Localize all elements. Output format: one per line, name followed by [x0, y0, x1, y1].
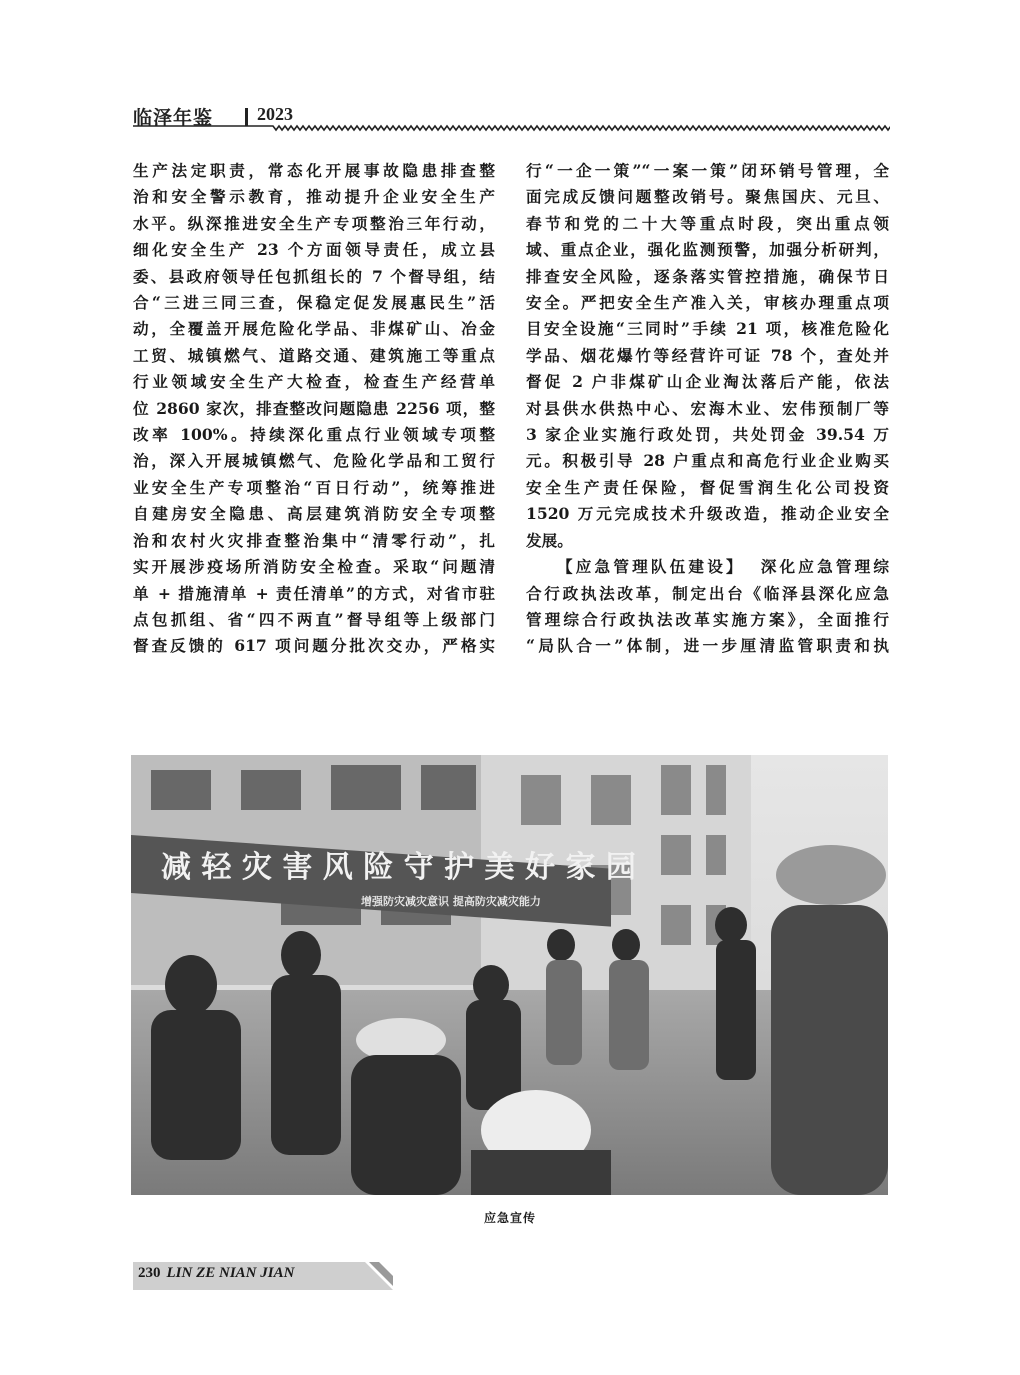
text-line: 点包抓组、省“四不两直”督导组等上级部门	[133, 609, 495, 629]
text-line: 域、重点企业，强化监测预警，加强分析研判，	[526, 240, 889, 260]
section-text: 深化应急管理综	[760, 557, 889, 577]
text-line: 管理综合行政执法改革实施方案》，全面推行	[526, 609, 889, 629]
sub-banner-text: 增强防灾减灾意识 提高防灾减灾能力	[361, 895, 541, 908]
text-line: 排查安全风险，逐条落实管控措施，确保节日	[526, 266, 889, 286]
text-line: 细化安全生产 23 个方面领导责任，成立县	[133, 240, 495, 260]
left-text-column	[133, 158, 495, 660]
text-line: 督促 2 户非煤矿山企业淘汰落后产能，依法	[526, 372, 889, 392]
text-line: 安全生产责任保险，督促雪润生化公司投资	[526, 477, 889, 497]
text-line: 行“一企一策”“一案一策”闭环销号管理，全	[526, 161, 889, 180]
running-header-title: 临泽年鉴	[133, 107, 214, 129]
text-line: 元。积极引导 28 户重点和高危行业企业购买	[526, 451, 889, 471]
text-line: 发展。	[526, 530, 573, 550]
text-line: 治和农村火灾排查整治集中“清零行动”，扎	[133, 530, 495, 550]
header-wave-rule	[133, 123, 890, 133]
page-number: 230	[138, 1265, 161, 1281]
text-line: 1520 万元完成技术升级改造，推动企业安全	[526, 504, 889, 524]
photo-illustration	[131, 755, 888, 1195]
text-line: 委、县政府领导任包抓组长的 7 个督导组，结	[133, 266, 495, 286]
text-line: 业安全生产专项整治“百日行动”，统筹推进	[133, 477, 495, 497]
text-line: 生产法定职责，常态化开展事故隐患排查整	[133, 161, 495, 180]
text-line: 合“三进三同三查，保稳定促发展惠民生”活	[133, 293, 495, 313]
event-photo	[131, 755, 888, 1195]
text-line: 治和安全警示教育，推动提升企业安全生产	[133, 187, 495, 207]
text-line: “局队合一”体制，进一步厘清监管职责和执	[526, 636, 889, 656]
text-line: 动，全覆盖开展危险化学品、非煤矿山、冶金	[133, 319, 495, 339]
section-heading-line	[526, 554, 889, 580]
text-line: 对县供水供热中心、宏海木业、宏伟预制厂等	[526, 398, 889, 418]
text-line: 合行政执法改革，制定出台《临泽县深化应急	[526, 583, 889, 603]
footer-running-title: LIN ZE NIAN JIAN	[166, 1265, 295, 1281]
right-text-column	[526, 158, 889, 660]
text-line: 督查反馈的 617 项问题分批次交办，严格实	[133, 636, 495, 656]
text-line: 工贸、城镇燃气、道路交通、建筑施工等重点	[133, 345, 495, 365]
banner-text: 减 轻 灾 害 风 险 守 护 美 好 家 园	[161, 850, 636, 885]
text-line: 实开展涉疫场所消防安全检查。采取“问题清	[133, 557, 495, 577]
photo-caption: 应急宣传	[483, 1211, 536, 1225]
text-line: 学品、烟花爆竹等经营许可证 78 个，查处并	[526, 345, 889, 365]
text-line: 单 + 措施清单 + 责任清单”的方式，对省市驻	[133, 583, 495, 603]
text-line: 水平。纵深推进安全生产专项整治三年行动，	[133, 213, 495, 233]
section-heading: 【应急管理队伍建设】	[557, 557, 745, 577]
text-line: 行业领域安全生产大检查，检查生产经营单	[133, 372, 495, 392]
text-line: 目安全设施“三同时”手续 21 项，核准危险化	[526, 319, 889, 339]
running-header-year: 2023	[257, 104, 293, 124]
text-line: 面完成反馈问题整改销号。聚焦国庆、元旦、	[526, 187, 889, 207]
text-line: 治，深入开展城镇燃气、危险化学品和工贸行	[133, 451, 495, 471]
text-line: 自建房安全隐患、高层建筑消防安全专项整	[133, 504, 495, 524]
page-footer	[133, 1262, 393, 1290]
running-header	[133, 99, 890, 133]
text-line: 改率 100%。持续深化重点行业领域专项整	[133, 425, 495, 445]
text-line: 安全。严把安全生产准入关，审核办理重点项	[526, 293, 889, 313]
text-line: 3 家企业实施行政处罚，共处罚金 39.54 万	[526, 425, 889, 445]
text-line: 位 2860 家次，排查整改问题隐患 2256 项，整	[133, 398, 495, 418]
text-line: 春节和党的二十大等重点时段，突出重点领	[526, 213, 889, 233]
